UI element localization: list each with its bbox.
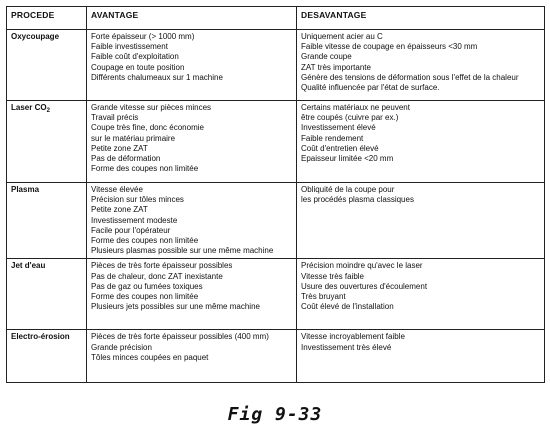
disadvantage-item: Grande coupe — [301, 52, 352, 62]
advantage-item: Tôles minces coupées en paquet — [91, 352, 209, 362]
disadvantage-item: Uniquement acier au C — [301, 32, 383, 41]
table-row — [7, 30, 545, 101]
process-name: Electro-érosion — [7, 330, 87, 383]
advantage-item: Grande précision — [91, 342, 152, 352]
header-procede: PROCEDE — [7, 7, 87, 30]
table-header-row — [7, 7, 545, 30]
table-row — [7, 183, 545, 259]
disadvantage-item: Certains matériaux ne peuvent — [301, 103, 410, 112]
disadvantage-item: Obliquité de la coupe pour — [301, 185, 395, 194]
advantage-item: Pas de déformation — [91, 154, 161, 164]
disadvantage-item: Investissement très élevé — [301, 342, 392, 352]
advantage-item: Différents chalumeaux sur 1 machine — [91, 72, 223, 82]
process-name: Jet d'eau — [7, 259, 87, 330]
comparison-sheet — [6, 6, 544, 402]
advantages-cell — [87, 101, 297, 183]
disadvantage-item: ZAT très importante — [301, 62, 371, 72]
disadvantage-item: Qualité influencée par l'état de surface. — [301, 83, 440, 93]
advantage-item: sur le matériau primaire — [91, 133, 176, 143]
advantage-item: Pas de gaz ou fumées toxiques — [91, 281, 203, 291]
process-name: Plasma — [7, 183, 87, 259]
advantage-item: Plusieurs jets possibles sur une même machine — [91, 302, 260, 312]
advantage-item: Faible coût d'exploitation — [91, 52, 179, 62]
table-row — [7, 330, 545, 383]
advantages-cell — [87, 330, 297, 383]
advantage-item: Forme des coupes non limitée — [91, 164, 199, 174]
disadvantage-item: Usure des ouvertures d'écoulement — [301, 281, 428, 291]
disadvantage-item: être coupés (cuivre par ex.) — [301, 113, 399, 123]
advantage-item: Pièces de très forte épaisseur possibles — [91, 261, 233, 271]
figure-caption: Fig 9-33 — [227, 404, 323, 425]
disadvantage-item: Faible vitesse de coupage en épaisseurs <30 mm — [301, 42, 478, 52]
advantage-item: Faible investissement — [91, 42, 168, 52]
disadvantage-item: Vitesse incroyablement faible — [301, 332, 405, 342]
disadvantage-item: Investissement élevé — [301, 123, 376, 133]
disadvantage-item: Vitesse très faible — [301, 271, 364, 281]
disadvantage-item: Faible rendement — [301, 133, 364, 143]
advantage-item: Coupage en toute position — [91, 62, 185, 72]
advantage-item: Plusieurs plasmas possible sur une même machine — [91, 246, 274, 256]
disadvantages-cell — [297, 30, 545, 101]
cutting-process-comparison-table — [6, 6, 545, 383]
header-avantage: AVANTAGE — [87, 7, 297, 30]
advantage-item: Grande vitesse sur pièces minces — [91, 103, 212, 112]
advantages-cell — [87, 30, 297, 101]
disadvantages-cell — [297, 101, 545, 183]
advantage-item: Coupe très fine, donc économie — [91, 123, 204, 133]
advantage-item: Forme des coupes non limitée — [91, 292, 199, 302]
advantages-cell — [87, 259, 297, 330]
advantage-item: Forme des coupes non limitée — [91, 236, 199, 246]
advantage-item: Petite zone ZAT — [91, 143, 148, 153]
disadvantages-cell — [297, 330, 545, 383]
process-name: Oxycoupage — [7, 30, 87, 101]
disadvantage-item: Coût d'entretien élevé — [301, 143, 379, 153]
advantage-item: Travail précis — [91, 113, 139, 123]
disadvantage-item: Précision moindre qu'avec le laser — [301, 261, 423, 271]
disadvantage-item: les procédés plasma classiques — [301, 195, 414, 205]
advantage-item: Vitesse élevée — [91, 185, 143, 194]
process-name: Laser $CO_2$ — [7, 101, 87, 183]
advantage-item: Pièces de très forte épaisseur possibles (400 mm) — [91, 332, 269, 342]
disadvantage-item: Coût élevé de l'installation — [301, 302, 394, 312]
advantage-item: Investissement modeste — [91, 215, 178, 225]
advantage-item: Pas de chaleur, donc ZAT inexistante — [91, 271, 223, 281]
advantage-item: Forte épaisseur (> 1000 mm) — [91, 32, 195, 41]
advantages-cell — [87, 183, 297, 259]
advantage-item: Facile pour l'opérateur — [91, 225, 171, 235]
disadvantage-item: Epaisseur limitée <20 mm — [301, 154, 394, 164]
advantage-item: Petite zone ZAT — [91, 205, 148, 215]
disadvantages-cell — [297, 259, 545, 330]
disadvantage-item: Très bruyant — [301, 292, 346, 302]
disadvantages-cell — [297, 183, 545, 259]
table-row — [7, 101, 545, 183]
header-desavantage: DESAVANTAGE — [297, 7, 545, 30]
disadvantage-item: Génère des tensions de déformation sous l'effet de la chaleur — [301, 72, 519, 82]
table-row — [7, 259, 545, 330]
advantage-item: Précision sur tôles minces — [91, 195, 184, 205]
